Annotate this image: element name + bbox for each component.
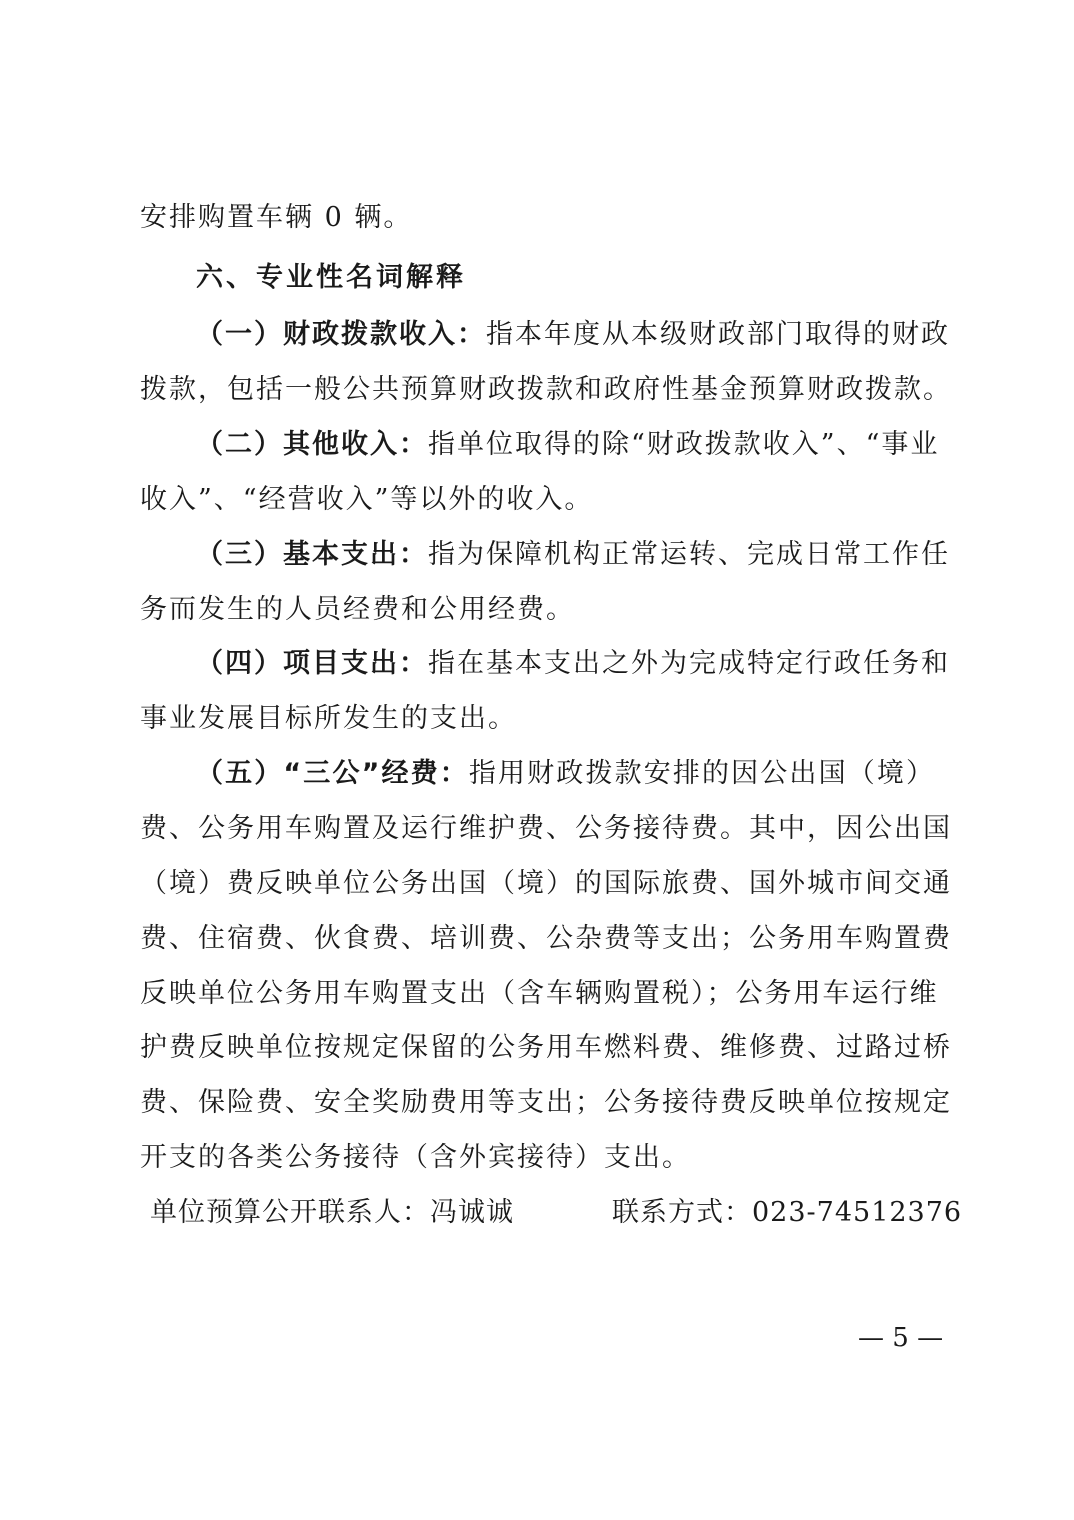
contact-phone: 联系方式：023-74512376 (612, 1197, 963, 1228)
paragraph-line: 拨款，包括一般公共预算财政拨款和政府性基金预算财政拨款。 (140, 374, 952, 405)
term-label: （五）“三公”经费： (196, 758, 469, 789)
paragraph-line: 开支的各类公务接待（含外宾接待）支出。 (140, 1142, 691, 1173)
term-label: （四）项目支出： (196, 648, 428, 679)
section-heading: 六、专业性名词解释 (196, 262, 466, 293)
paragraph-line: 收入”、“经营收入”等以外的收入。 (140, 484, 594, 515)
term-definition: 指本年度从本级财政部门取得的财政 (486, 319, 950, 350)
paragraph-line: （境）费反映单位公务出国（境）的国际旅费、国外城市间交通 (140, 868, 952, 899)
text-line: 安排购置车辆 0 辆。 (140, 202, 413, 233)
paragraph-line (196, 425, 940, 465)
paragraph-line (196, 315, 950, 355)
term-definition: 指在基本支出之外为完成特定行政任务和 (428, 648, 950, 679)
contact-person: 单位预算公开联系人：冯诚诚 (150, 1197, 514, 1228)
term-label: （一）财政拨款收入： (196, 319, 486, 350)
paragraph-line (196, 535, 950, 575)
paragraph-line: 费、住宿费、伙食费、培训费、公杂费等支出；公务用车购置费 (140, 923, 952, 954)
paragraph-line: 护费反映单位按规定保留的公务用车燃料费、维修费、过路过桥 (140, 1032, 952, 1063)
term-definition: 指单位取得的除“财政拨款收入”、“事业 (428, 429, 940, 460)
term-definition: 指为保障机构正常运转、完成日常工作任 (428, 539, 950, 570)
paragraph-line: 事业发展目标所发生的支出。 (140, 703, 517, 734)
paragraph-line: 务而发生的人员经费和公用经费。 (140, 594, 575, 625)
paragraph-line: 反映单位公务用车购置支出（含车辆购置税）；公务用车运行维 (140, 978, 939, 1009)
contact-row (150, 1193, 963, 1233)
paragraph-line: 费、公务用车购置及运行维护费、公务接待费。其中，因公出国 (140, 813, 952, 844)
page-number: — 5 — (858, 1323, 944, 1353)
term-label: （二）其他收入： (196, 429, 428, 460)
paragraph-line (196, 644, 950, 684)
term-label: （三）基本支出： (196, 539, 428, 570)
term-definition: 指用财政拨款安排的因公出国（境） (468, 758, 935, 789)
paragraph-line (196, 754, 935, 794)
paragraph-line: 费、保险费、安全奖励费用等支出；公务接待费反映单位按规定 (140, 1087, 952, 1118)
